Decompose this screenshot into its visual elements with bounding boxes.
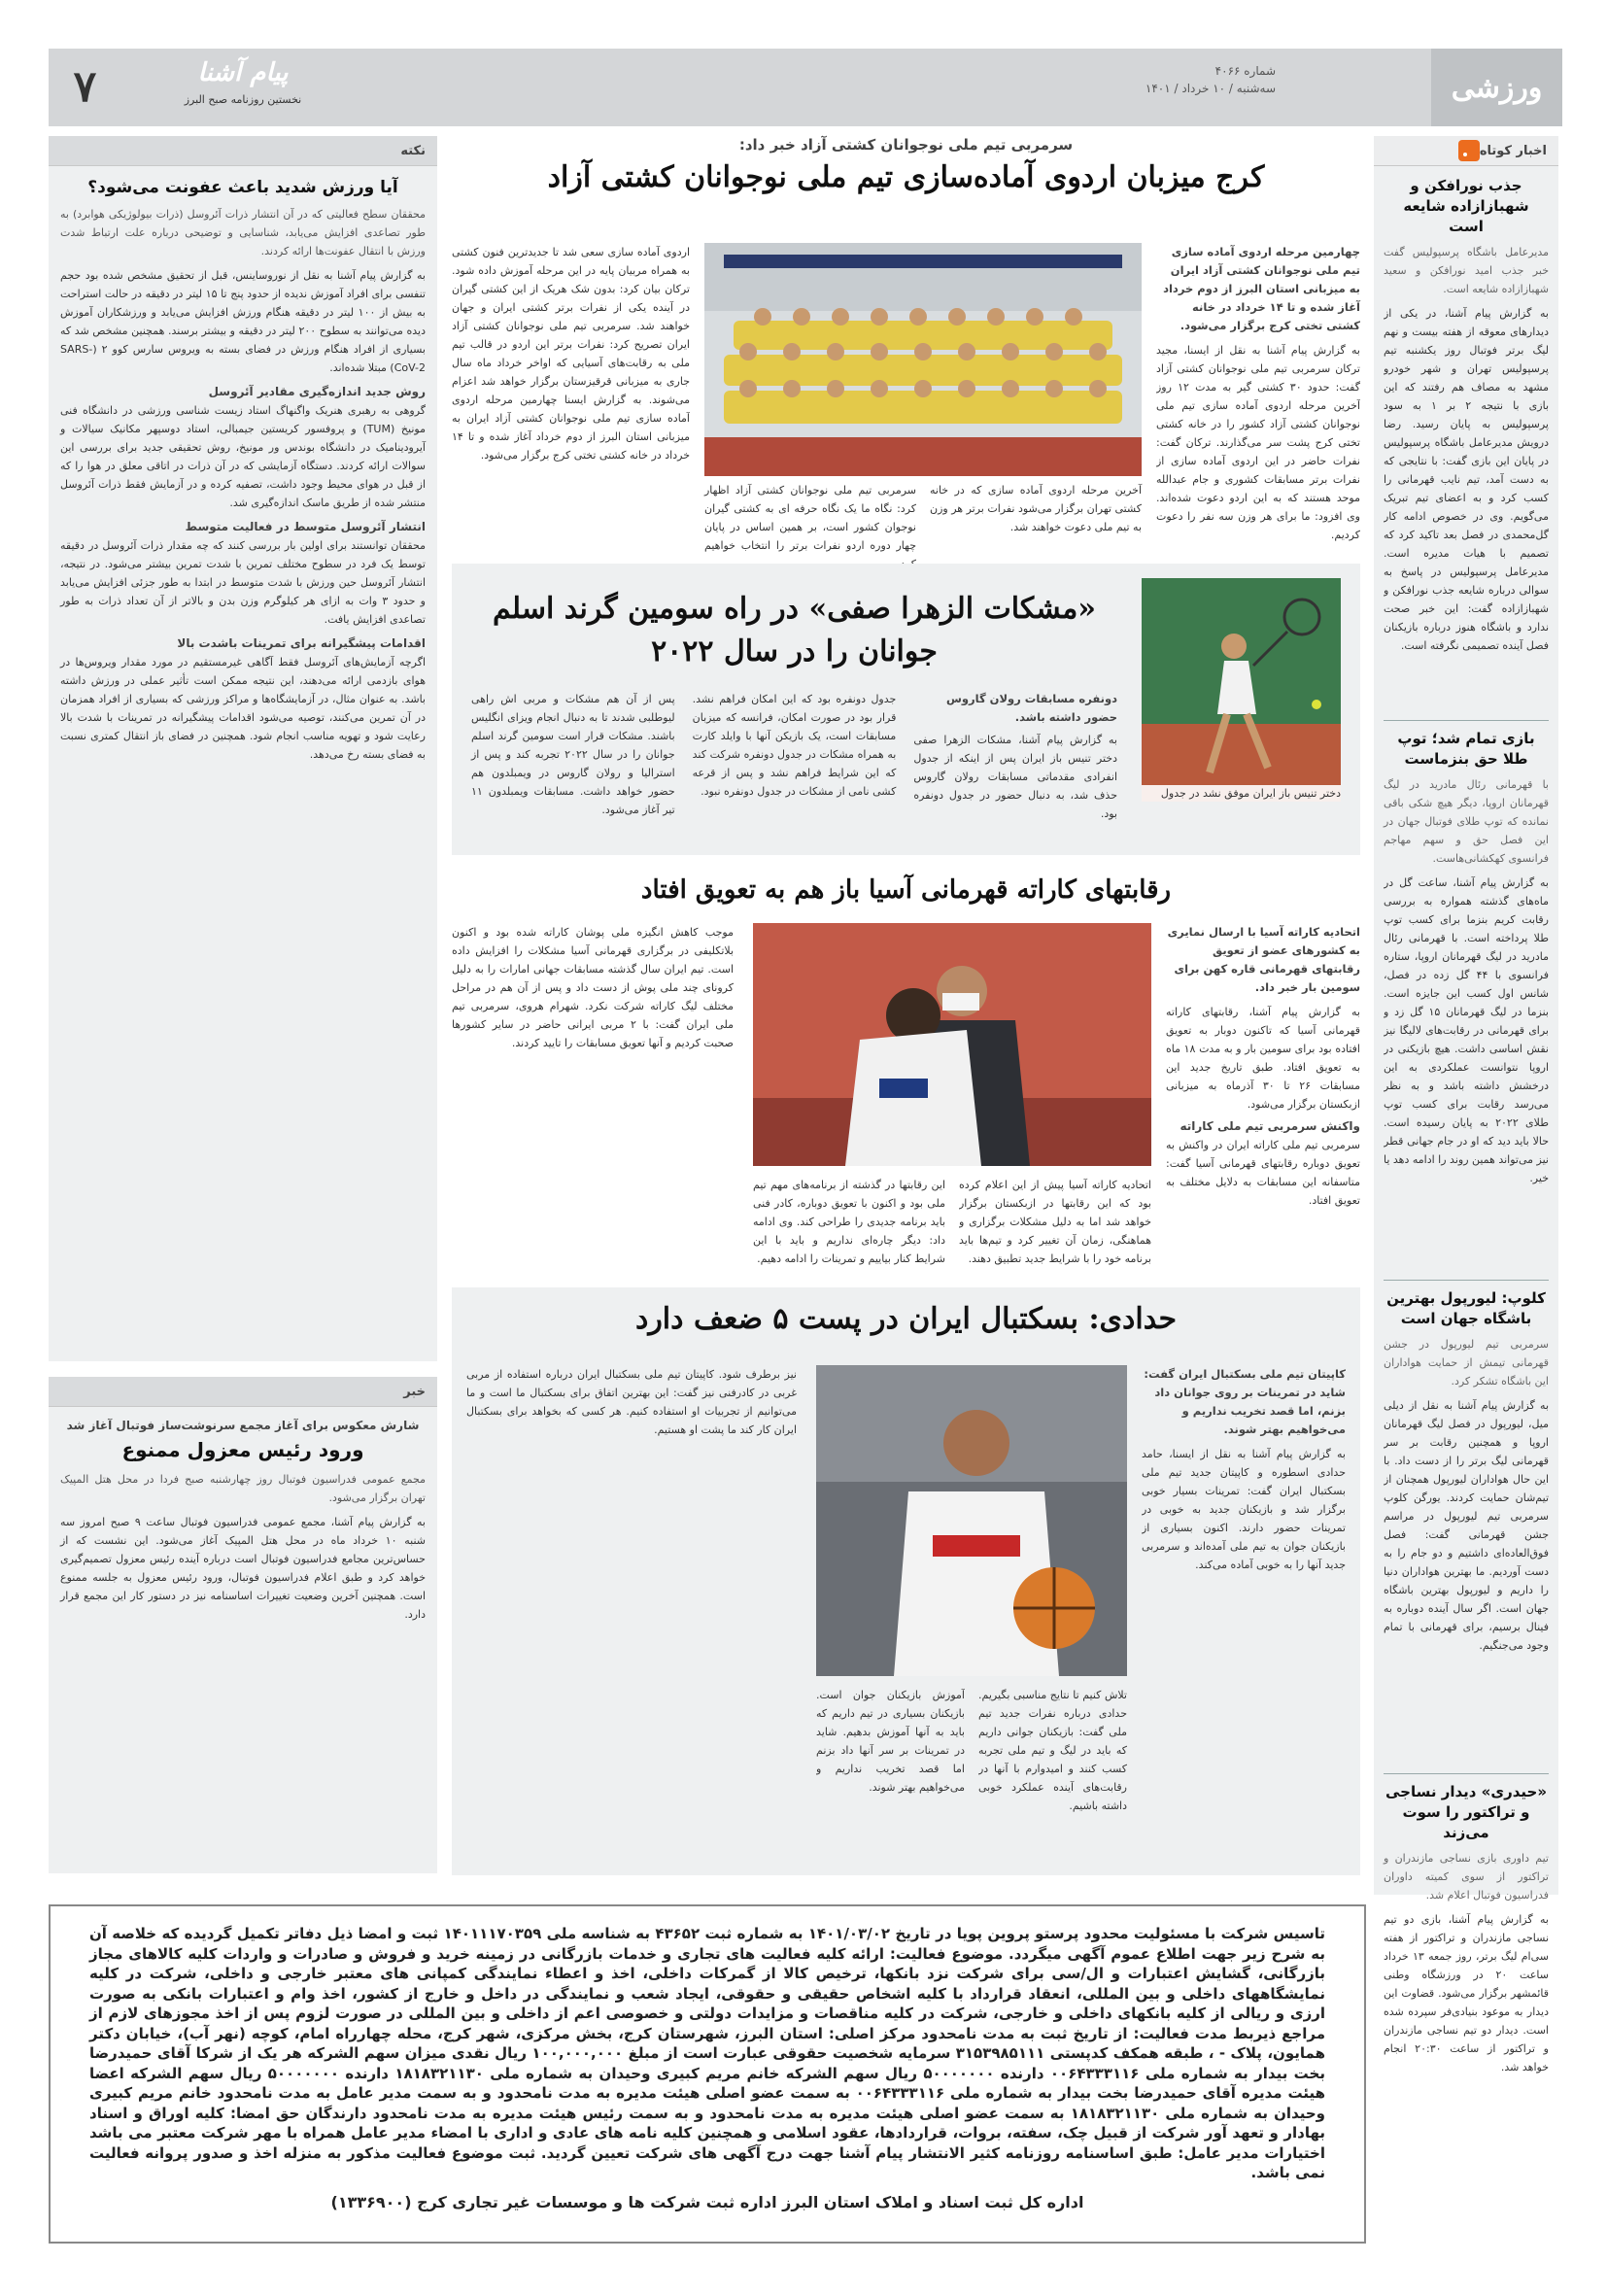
section-label-box (1431, 49, 1562, 126)
news-header (49, 1377, 437, 1407)
article3-body4: این رقابتها در گذشته از برنامه‌های مهم تیم ملی بود و اکنون با تعویق دوباره، کادر فنی باید برنامه جدیدی را طراحی کند. وی ادامه داد: دیگر چاره‌ای نداریم و باید با این شرایط کنار بیاییم و تمرینات را ادامه دهیم. (753, 1179, 945, 1265)
article1-body3: سرمربی تیم ملی نوجوانان کشتی آزاد اظهار کرد: نگاه ما یک نگاه حرفه ای به کشتی گیران نوجوان کشور است، بر همین اساس در پایان چهار دوره اردو نفرات برتر را انتخاب خواهیم (704, 484, 916, 552)
article1-bottom-cols (704, 481, 1142, 573)
news1-lead: مدیرعامل باشگاه پرسپولیس گفت خبر جذب امید نورافکن و سعید شهبازازاده شایعه است. (1384, 246, 1549, 295)
news4-lead: تیم داوری بازی نساجی مازندران و تراکتور از سوی کمیته داوران فدراسیون فوتبال اعلام شد. (1384, 1852, 1549, 1902)
article3-lead: اتحادیه کاراته آسیا با ارسال نمایری به کشورهای عضو از تعویق رقابتهای قهرمانی قاره کهن برای سومین بار خبر داد. (1167, 925, 1360, 994)
tip-header (49, 136, 437, 166)
tip-box (49, 166, 437, 1361)
news1-title: جذب نورافکن و شهبازازاده شایعه است (1403, 177, 1529, 235)
article2-title-line1: «مشکات الزهرا صفی» در راه سومین گرند اسلم (492, 592, 1097, 626)
article1-body1: به گزارش پیام آشنا به نقل از ایسنا، مجید ترکان سرمربی تیم ملی نوجوانان کشتی آزاد گفت: حدود ۳۰ کشتی گیر به مدت ۱۲ روز آخرین مرحله اردوی آماده سازی تیم ملی نوجوانان کشتی آزاد کشور را در خانه کشتی تختی کرج پشت سر می‌گذارند. ترکان گفت: نفرات حاضر در این اردوی آماده سازی از نفرات برتر مسابقات کشوری و جام عبدالله موحد هستند که به این اردو دعوت شده‌اند. وی افزود: ما برای هر وزن سه نفر را دعوت کردیم. (1156, 344, 1360, 541)
article4-body3: آموزش بازیکنان جوان است. بازیکنان بسیاری در تیم داریم که باید به آنها آموزش بدهیم. شاید در تمرینات بر سر آنها داد بزنم اما قصد تخریب نداریم و می‌خواهیم بهتر شوند. (816, 1689, 965, 1794)
article2-body3: پس از آن هم مشکات و مربی اش راهی لیوطلبی شدند تا به دنبال انجام ویزای انگلیس باشند. مشکات قرار است سومین گرند اسلم جوانان را در سال ۲۰۲۲ تجربه کند و پس از استرالیا و رولان گاروس در ویمبلدون هم حضور خواهد داشت. مسابقات ویمبلدون ۱۱ تیر آغاز می‌شود. (470, 693, 675, 816)
divider (1384, 1773, 1549, 1774)
logo-subtitle: نخستین روزنامه صبح البرز (184, 93, 302, 106)
article-tennis (452, 564, 1360, 855)
tennis-player-image (1142, 578, 1341, 802)
left-column (49, 136, 437, 1895)
article4-body1: به گزارش پیام آشنا به نقل از ایسنا، حامد حدادی اسطوره و کاپیتان جدید تیم ملی بسکتبال ایران گفت: تمرینات بسیار خوبی برگزار شد و بازیکنان جدید به خوبی در تمرینات حضور دارند. اکنون بسیاری از بازیکنان جوان به تیم ملی آمده‌اند و سرمربی جدید آنها را به خوبی آماده می‌کند. (1142, 1448, 1346, 1571)
ad-text: تاسیس شرکت با مسئولیت محدود پرستو پروین پویا در تاریخ ۱۴۰۱/۰۳/۰۲ به شماره ثبت ۴۳۶۵۲ به شناسه ملی ۱۴۰۱۱۱۷۰۳۵۹ ثبت و امضا ذیل دفاتر تکمیل گردیده که خلاصه آن به شرح زیر جهت اطلاع عموم آگهی میگردد. موضوع فعالیت: ارائه کلیه فعالیت های تجاری و خدمات بازرگانی در زمینه خرید و فروش و صادرات و واردات کلیه کالاهای مجاز بازرگانی، گشایش اعتبارات و ال/سی برای شرکت نزد بانکها، ترخیص کالا از گمرکات داخلی، اخذ و اعطاء نمایندگی کمپانی های معتبر خارجی و داخلی، شرکت در کلیه نمایشگاههای داخلی و بین المللی، انعقاد قرارداد با کلیه اشخاص حقیقی و حقوقی، ایجاد شعب و نمایندگی در داخل و خارج از کشور، اخذ وام و اعتبارات بانکی به صورت ارزی و ریالی از کلیه بانکهای داخلی و خارجی، شرکت در کلیه مناقصات و مزایدات دولتی و خصوصی اعم از داخلی و بین المللی در صورت لزوم پس از اخذ مجوزهای لازم از مراجع ذیربط مدت فعالیت: از تاریخ ثبت به مدت نامحدود مرکز اصلی: استان البرز، شهرستان کرج، بخش مرکزی، شهر کرج، محله چهارراه امام، کوچه (نهر آب)، خیابان دکتر همایون، پلاک - ، طبقه همکف کدپستی ۳۱۵۳۹۸۵۱۱۱ سرمایه شخصیت حقوقی عبارت است از مبلغ ۱۰۰,۰۰۰,۰۰۰ ریال نقدی میزان سهم الشرکه هر یک از شرکا آقای حمیدرضا بخت بیدار به شماره ملی ۰۰۶۴۳۳۳۱۱۶ دارنده ۵۰۰۰۰۰۰۰ ریال سهم الشرکه خانم مریم کبیری وحیدان به شماره ملی ۱۸۱۸۳۲۱۱۳۰ دارنده ۵۰۰۰۰۰۰۰ ریال سهم الشرکه اعضا هیئت مدیره آقای حمیدرضا بخت بیدار به شماره ملی ۰۰۶۴۳۳۳۱۱۶ به سمت عضو اصلی هیئت مدیره به مدت نامحدود و به سمت مدیر عامل به مدت نامحدود خانم مریم کبیری وحیدان به شماره ملی ۱۸۱۸۳۲۱۱۳۰ به سمت عضو اصلی هیئت مدیره به مدت نامحدود و به سمت رئیس هیئت مدیره به مدت نامحدود دارندگان حق امضا: کلیه اوراق و اسناد بهادار و تعهد آور شرکت از قبیل چک، سفته، بروات، قراردادها، عقود اسلامی و همچنین کلیه نامه های عادی و اداری با امضاء مدیر عامل همراه با مهر شرکت معتبر می باشد اختیارات مدیر عامل: طبق اساسنامه روزنامه کثیر الانتشار پیام آشنا جهت درج آگهی های شرکت تعیین گردید. ثبت موضوع فعالیت مذکور به منزله اخذ و صدور پروانه فعالیت نمی باشد. (89, 1925, 1326, 2181)
article4-body4: نیز برطرف شود. کاپیتان تیم ملی بسکتبال ایران درباره استفاده از مربی غربی در کادرفنی نیز گفت: این بهترین اتفاق برای بسکتبال ما است و ما می‌توانیم از تجربیات او استفاده کنیم. هر کسی که بخواهد برای بسکتبال ایران کار کند ما پشت او هستیم. (466, 1368, 797, 1436)
legal-advertisement (49, 1904, 1366, 2244)
news-box (49, 1407, 437, 1873)
tip-title: آیا ورزش شدید باعث عفونت می‌شود؟ (87, 178, 398, 197)
tip-subhead3: اقدامات پیشگیرانه برای تمرینات باشدت بالا (177, 636, 426, 650)
short-news-list (1374, 166, 1558, 2095)
article2-body2: جدول دونفره بود که این امکان فراهم نشد. قرار بود در صورت امکان، فرانسه که میزبان مسابقات است، یک بازیکن آنها با وایلد کارت به همراه مشکات در جدول دونفره شرکت کند که این شرایط فراهم نشد و پس از قرعه کشی نامی از مشکات در جدول دونفره نبود. (692, 693, 897, 798)
article2-col1 (913, 690, 1117, 823)
tip-subhead1: روش جدید اندازه‌گیری مقادیر آئروسل (208, 385, 426, 398)
article2-title (471, 588, 1117, 673)
section-label: ورزشی (1451, 70, 1543, 105)
tennis-photo (1142, 578, 1341, 802)
news1-body: به گزارش پیام آشنا، در یکی از دیدارهای معوقه از هفته بیست و نهم لیگ برتر فوتبال روز یکشنبه تیم پرسپولیس تهران و شهر خودرو مشهد به مصاف هم رفتند که این بازی با نتیجه ۲ بر ۱ به سود پرسپولیس به پایان رسید. رضا درویش مدیرعامل باشگاه پرسپولیس در پایان این بازی گفت: با نتایجی که به دست آمد، تیم نایب قهرمانی را کسب کرد و به اعضای تیم تبریک می‌گویم. وی در خصوص ادامه کار گل‌محمدی در فصل بعد تاکید کرد که تصمیم با هیات مدیره است. مدیرعامل پرسپولیس در پاسخ به سوالی درباره شایعه جذب نورافکن و شهبازازاده گفت: این خبر صحت ندارد و باشگاه هنوز درباره بازیکنان فصل آینده تصمیمی نگرفته است. (1384, 307, 1549, 652)
header-band (49, 49, 1431, 126)
article3-body1c: سرمربی تیم ملی کاراته ایران در واکنش به تعویق دوباره رقابتهای قهرمانی آسیا گفت: متاسفانه این مسابقات به دلایل مختلف به تعویق افتاد. (1166, 1139, 1360, 1207)
page-number: ۷ (73, 62, 97, 112)
tip-subhead2: انتشار آئروسل متوسط در فعالیت متوسط (185, 520, 426, 533)
news2-body: به گزارش پیام آشنا، ساعت گل در ماه‌های گذشته همواره به بررسی رقابت کریم بنزما برای کسب توپ طلا پرداخته است. با قهرمانی رئال مادرید در لیگ قهرمانان اروپا، ستاره فرانسوی با ۴۴ گل زده در فصل، شانس اول کسب این جایزه است. بنزما در لیگ قهرمانان ۱۵ گل زد و برای قهرمانی در رقابت‌های لالیگا نیز نقش اساسی داشت. هیچ بازیکنی در اروپا نتوانست عملکردی به این درخشش داشته باشد و به نظر می‌رسد رقابت برای کسب توپ طلای ۲۰۲۲ به پایان رسیده است. حالا باید دید که او در جام جهانی قطر نیز می‌تواند همین روند را ادامه دهد یا خیر. (1384, 876, 1549, 1184)
news-lead: مجمع عمومی فدراسیون فوتبال روز چهارشنبه صبح فردا در محل هتل المپیک تهران برگزار می‌شود. (60, 1473, 426, 1504)
article2-columns (471, 690, 1117, 823)
article4-body2: تلاش کنیم تا نتایج مناسبی بگیریم. حدادی درباره نفرات جدید تیم ملی گفت: بازیکنان جوانی داریم که باید در لیگ و تیم ملی تجربه کسب کنند و امیدوارم با آنها در رقابت‌های آینده عملکرد خوبی داشته باشیم. (978, 1689, 1127, 1812)
wrestling-team-photo (704, 243, 1142, 476)
short-news-header (1374, 136, 1558, 166)
article3-body2: اتحادیه کاراته آسیا پیش از این اعلام کرده بود که این رقابتها در ازبکستان برگزار خواهد شد اما به دلیل مشکلات برگزاری و هماهنگی، زمان آن تغییر کرد و تیم‌ها باید برنامه خود را با شرایط جدید تطبیق دهند. (959, 1179, 1151, 1265)
news3-title: کلوپ: لیورپول بهترین باشگاه جهان است (1386, 1289, 1546, 1327)
tip-lead: محققان سطح فعالیتی که در آن انتشار ذرات آئروسل (ذرات بیولوژیکی هوابرد) به طور تصاعدی افزایش می‌یابد، شناسایی و توضیحی درباره علت ارتباط شدت ورزش با انتقال عفونت‌ها ارائه کردند. (60, 208, 426, 257)
logo-text: پیام آشنا (197, 58, 289, 87)
short-news-title: اخبار کوتاه (1479, 143, 1547, 158)
tip-body1: به گزارش پیام آشنا به نقل از نوروساینس، قبل از تحقیق مشخص شده بود حجم تنفسی برای افراد آموزش ندیده از حدود پنج تا ۱۵ لیتر در دقیقه در حالت استراحت به بیش از ۱۰۰ لیتر در دقیقه هنگام ورزش افزایش می‌یابد و ورزشکاران آموزش دیده می‌توانند به سطوح ۲۰۰ لیتر در دقیقه و بیشتر برسند. همچنین مشخص شد که بسیاری از افراد هنگام ورزش در فضای بسته به ویروس سارس کوو ۲ (SARS-CoV-2) مبتلا شده‌اند. (60, 269, 426, 374)
karate-hug-image (753, 923, 1151, 1166)
issue-number: شماره ۴۰۶۶ (1214, 64, 1276, 78)
article2-lead: دونفره مسابقات رولان گاروس حضور داشته باشد. (946, 692, 1117, 724)
page-header (49, 49, 1562, 126)
article2-body1: به گزارش پیام آشنا، مشکات الزهرا صفی دختر تنیس باز ایران پس از اینکه از جدول انفرادی مقدماتی مسابقات رولان گاروس حذف شد، به دنبال حضور در جدول دونفره بود. (913, 734, 1117, 820)
tip-header-label: نکته (400, 143, 426, 158)
tip-body4: اگرچه آزمایش‌های آئروسل فقط آگاهی غیرمستقیم در مورد مقدار ویروس‌ها در هوای بازدمی ارائه می‌دهند، این نتیجه ممکن است تأثیر عملی در ورزش داشته باشد. به عنوان مثال، در آزمایشگاه‌ها و مراکز ورزشی که بسیاری از افراد همزمان در آن تمرین می‌کنند، توصیه می‌شود اقدامات پیشگیرانه در تمرینات با شدت بالا رعایت شود و تهویه مناسب انجام شود. همچنین در فضای باز انتقال کمتری نسبت به فضای بسته رخ می‌دهد. (60, 656, 426, 761)
news-body: به گزارش پیام آشنا، مجمع عمومی فدراسیون فوتبال ساعت ۹ صبح امروز سه شنبه ۱۰ خرداد ماه در محل هتل المپیک آغاز می‌شود. این نشست که از حساس‌ترین مجامع فدراسیون فوتبال است درباره آینده رئیس معزول تصمیم‌گیری خواهد کرد و طبق اعلام فدراسیون فوتبال، ورود رئیس معزول به جلسه ممنوع است. همچنین آخرین وضعیت تغییرات اساسنامه نیز در دستور کار این مجمع قرار دارد. (60, 1516, 427, 1621)
article3-col-right (1166, 923, 1360, 1210)
article3-title: رقابتهای کاراته قهرمانی آسیا باز هم به تعویق افتاد (640, 875, 1172, 905)
news-kicker: شارش معکوس برای آغاز مجمع سرنوشت‌ساز فوتبال آغاز شد (66, 1419, 420, 1432)
divider (1384, 1280, 1549, 1281)
article3-bottom-cols (753, 1176, 1151, 1273)
tennis-caption: دختر تنیس باز ایران موفق نشد در جدول (1142, 785, 1341, 802)
basketball-player-image (816, 1365, 1127, 1676)
article-karate (452, 865, 1360, 1278)
news3-lead: سرمربی تیم لیورپول در جشن قهرمانی تیمش از حمایت هواداران این باشگاه تشکر کرد. (1384, 1338, 1549, 1388)
article1-body4: اردوی آماده سازی سعی شد تا جدیدترین فنون کشتی به همراه مربیان پایه در این مرحله آموزش داده شود. ترکان بیان کرد: بدون شک هریک از این کشتی گیران در آینده یکی از نفرات برتر کشتی ایران و جهان خواهند شد. سرمربی تیم ملی نوجوانان کشتی آزاد ایران تصریح کرد: نفرات برتر این اردو در قالب تیم ملی به رقابت‌های آسیایی که اواخر خرداد ماه سال جاری به میزبانی قرقیزستان برگزار خواهد شد اعزام می‌شوند. به گزارش ایسنا چهارمین مرحله اردوی آماده سازی تیم ملی نوجوانان کشتی آزاد ایران به میزبانی استان البرز از دوم خرداد آغاز شده و تا ۱۴ خرداد در خانه کشتی تختی کرج برگزار می‌شود. (452, 246, 690, 462)
article3-body1: به گزارش پیام آشنا، رقابتهای کاراته قهرمانی آسیا که تاکنون دوبار به تعویق افتاده بود برای سومین بار و به مدت ۱۸ ماه به تعویق افتاد. طبق تاریخ جدید این مسابقات ۲۶ تا ۳۰ آذرماه به میزبانی ازبکستان برگزار می‌شود. (1166, 1006, 1360, 1111)
karate-photo (753, 923, 1151, 1166)
divider (1384, 720, 1549, 721)
article4-col-right (1142, 1365, 1346, 1814)
article1-body2: آخرین مرحله اردوی آماده سازی که در خانه کشتی تهران برگزار می‌شود نفرات برتر هر وزن به تیم ملی دعوت خواهند شد. (930, 484, 1142, 533)
article1-kicker: سرمربی تیم ملی نوجوانان کشتی آزاد خبر داد: (738, 136, 1074, 154)
news2-title: بازی تمام شد؛ توپ طلا حق بنزماست (1397, 730, 1535, 768)
issue-date: سه‌شنبه / ۱۰ خرداد / ۱۴۰۱ (1145, 82, 1276, 95)
news4-body: به گزارش پیام آشنا، بازی دو تیم نساجی مازندران و تراکتور از هفته سی‌ام لیگ برتر، روز جمعه ۱۳ خرداد ساعت ۲۰ در ورزشگاه وطنی قائمشهر برگزار می‌شود. قضاوت این دیدار به موعود بنیادی‌فر سپرده شده است. دیدار دو تیم نساجی مازندران و تراکتور از ساعت ۲۰:۳۰ انجام خواهد شد. (1384, 1913, 1549, 2073)
tip-body2: گروهی به رهبری هنریک واگنهاگ استاد زیست شناسی ورزشی در دانشگاه فنی مونیخ (TUM) و پروفسور کریستین جیمبالی، استاد دوسپهر مکانیک سیالات و آیرودینامیک در دانشگاه بوندس ور مونیخ، روش تحقیقی جدید برای بررسی این سوالات ارائه کردند. دستگاه آزمایشی که در آن ذرات در اتاقی معلق در هوا را که از قبل در هوای محیط وجود داشت، تصفیه کرده و در آزمایش فقط ذرات آئروسل منتشر شده از طریق ماسک اندازه‌گیری شد. (60, 404, 426, 509)
article4-lead: کاپیتان تیم ملی بسکتبال ایران گفت: شاید در تمرینات بر روی جوانان داد بزنم، اما قصد تخریب نداریم و می‌خواهیم بهتر شوند. (1144, 1367, 1346, 1436)
article3-subhead: واکنش سرمربی تیم ملی کاراته (1180, 1119, 1360, 1133)
issue-info (1145, 62, 1276, 97)
short-news-column (1374, 136, 1558, 2073)
tip-body3: محققان توانستند برای اولین بار بررسی کنند که چه مقدار ذرات آئروسل در دقیقه توسط یک فرد در سطوح مختلف تمرین با شدت تمرین بیشتر می‌شود. در نتیجه، انتشار آئروسل حین ورزش با شدت متوسط در ابتدا به طور جزئی افزایش می‌یابد و حدود ۳ وات به ازای هر کیلوگرم وزن بدن و بالاتر از آن تعداد ذرات به طور تصاعدی افزایش یافت. (60, 539, 426, 626)
article1-col-right (1156, 243, 1360, 550)
news2-lead: با قهرمانی رئال مادرید در لیگ قهرمانان اروپا، دیگر هیچ شکی باقی نمانده که توپ طلای فوتبال جهان در این فصل حق و سهم مهاجم فرانسوی کهکشانی‌هاست. (1384, 778, 1549, 865)
news4-title: «حیدری» دیدار نساجی و تراکتور را سوت می‌زند (1385, 1783, 1548, 1841)
article1-lead: چهارمین مرحله اردوی آماده سازی تیم ملی نوجوانان کشتی آزاد ایران به میزبانی استان البرز از دوم خرداد آغاز شده و تا ۱۴ خرداد در خانه کشتی تختی کرج برگزار می‌شود. (1163, 245, 1360, 332)
wrestling-team-image (704, 243, 1142, 476)
article-wrestling (452, 136, 1360, 552)
article-basketball (452, 1287, 1360, 1875)
article2-title-line2: جوانان را در سال ۲۰۲۲ (651, 634, 938, 668)
basketball-photo (816, 1365, 1127, 1676)
article4-bottom-cols (816, 1686, 1127, 1861)
article1-title: کرج میزبان اردوی آماده‌سازی تیم ملی نوجوانان کشتی آزاد (547, 160, 1265, 194)
news3-body: به گزارش پیام آشنا به نقل از دیلی میل، لیورپول در فصل لیگ قهرمانان اروپا و همچنین رقابت بر سر قهرمانی لیگ برتر را از دست داد. با این حال هواداران لیورپول همچنان از تیم‌شان حمایت کردند. یورگن کلوپ سرمربی تیم لیورپول در مراسم جشن قهرمانی گفت: فصل فوق‌العاده‌ای داشتیم و دو جام را به دست آوردیم. ما بهترین هواداران دنیا را داریم و لیورپول بهترین باشگاه جهان است. اگر سال آینده دوباره به فینال برسیم، برای قهرمانی با تمام وجود می‌جنگیم. (1384, 1399, 1549, 1652)
article3-body3: موجب کاهش انگیزه ملی پوشان کاراته شده بود و اکنون بلاتکلیفی در برگزاری قهرمانی آسیا مشکلات را افزایش داده است. تیم ایران سال گذشته مسابقات جهانی امارات را به دلیل کرونای چند ملی پوش از دست داد و پس از آن هم در مراحل مختلف لیگ کاراته شرکت نکرد. شهرام هروی، سرمربی تیم ملی ایران گفت: با ۲ مربی ایرانی حاضر در سایر کشورها صحبت کردیم و آنها تعویق مسابقات را تایید کردند. (452, 926, 734, 1049)
article4-title: حدادی: بسکتبال ایران در پست ۵ ضعف دارد (634, 1302, 1178, 1336)
newspaper-logo (131, 58, 355, 117)
ad-footer: اداره کل ثبت اسناد و املاک استان البرز اداره ثبت شرکت ها و موسسات غیر تجاری کرج (۱۳۳۶۹۰۰) (330, 2192, 1084, 2211)
news-title: ورود رئیس معزول ممنوع (121, 1438, 364, 1461)
rss-icon (1458, 140, 1480, 161)
news-header-label: خبر (403, 1384, 426, 1399)
